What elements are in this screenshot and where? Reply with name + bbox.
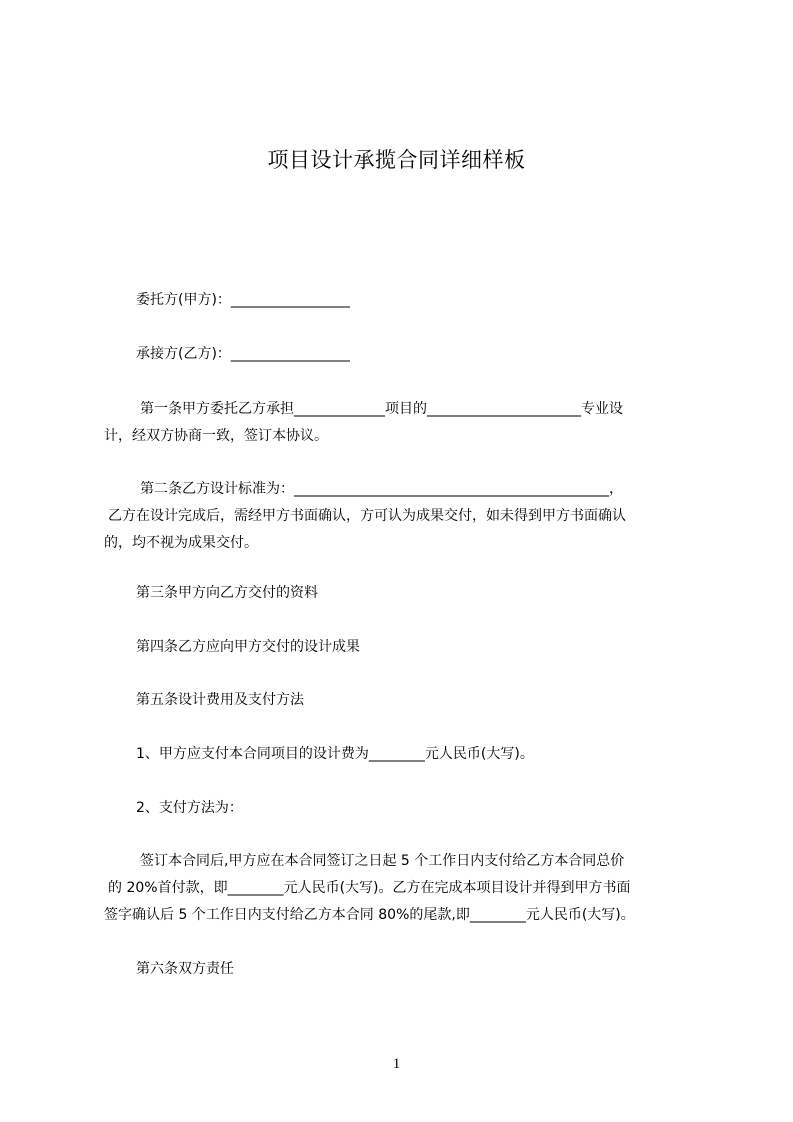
payment-line-3: 签字确认后 5 个工作日内支付给乙方本合同 80%的尾款,即________元人民币(大写)。 xyxy=(104,907,635,923)
article-6-heading: 第六条双方责任 xyxy=(136,961,234,977)
party-a-line: 委托方(甲方)：_________________ xyxy=(136,292,350,308)
article-3-heading: 第三条甲方向乙方交付的资料 xyxy=(136,585,318,601)
clause-1: 1、甲方应支付本合同项目的设计费为________元人民币(大写)。 xyxy=(136,746,534,762)
article-4-heading: 第四条乙方应向甲方交付的设计成果 xyxy=(136,639,360,655)
document-title: 项目设计承揽合同详细样板 xyxy=(267,148,526,172)
article-1 xyxy=(104,396,704,450)
article-2-line-3: 的，均不视为成果交付。 xyxy=(104,535,258,551)
party-b-line: 承接方(乙方)：_________________ xyxy=(136,346,350,362)
article-2 xyxy=(104,476,704,557)
article-5-heading: 第五条设计费用及支付方法 xyxy=(136,692,304,708)
payment-paragraph xyxy=(104,848,704,929)
article-1-line-1: 第一条甲方委托乙方承担_____________项目的______________________专业设 xyxy=(140,401,623,417)
article-2-line-2: 乙方在设计完成后，需经甲方书面确认，方可认为成果交付，如未得到甲方书面确认 xyxy=(108,508,626,524)
payment-line-2: 的 20%首付款，即________元人民币(大写)。乙方在完成本项目设计并得到甲方书面 xyxy=(108,880,631,896)
payment-line-1: 签订本合同后,甲方应在本合同签订之日起 5 个工作日内支付给乙方本合同总价 xyxy=(140,853,625,869)
article-2-line-1: 第二条乙方设计标准为：_____________________________________________， xyxy=(140,481,623,497)
page-number: 1 xyxy=(392,1056,401,1072)
article-1-line-2: 计，经双方协商一致，签订本协议。 xyxy=(104,428,328,444)
clause-2: 2、支付方法为： xyxy=(136,800,243,816)
